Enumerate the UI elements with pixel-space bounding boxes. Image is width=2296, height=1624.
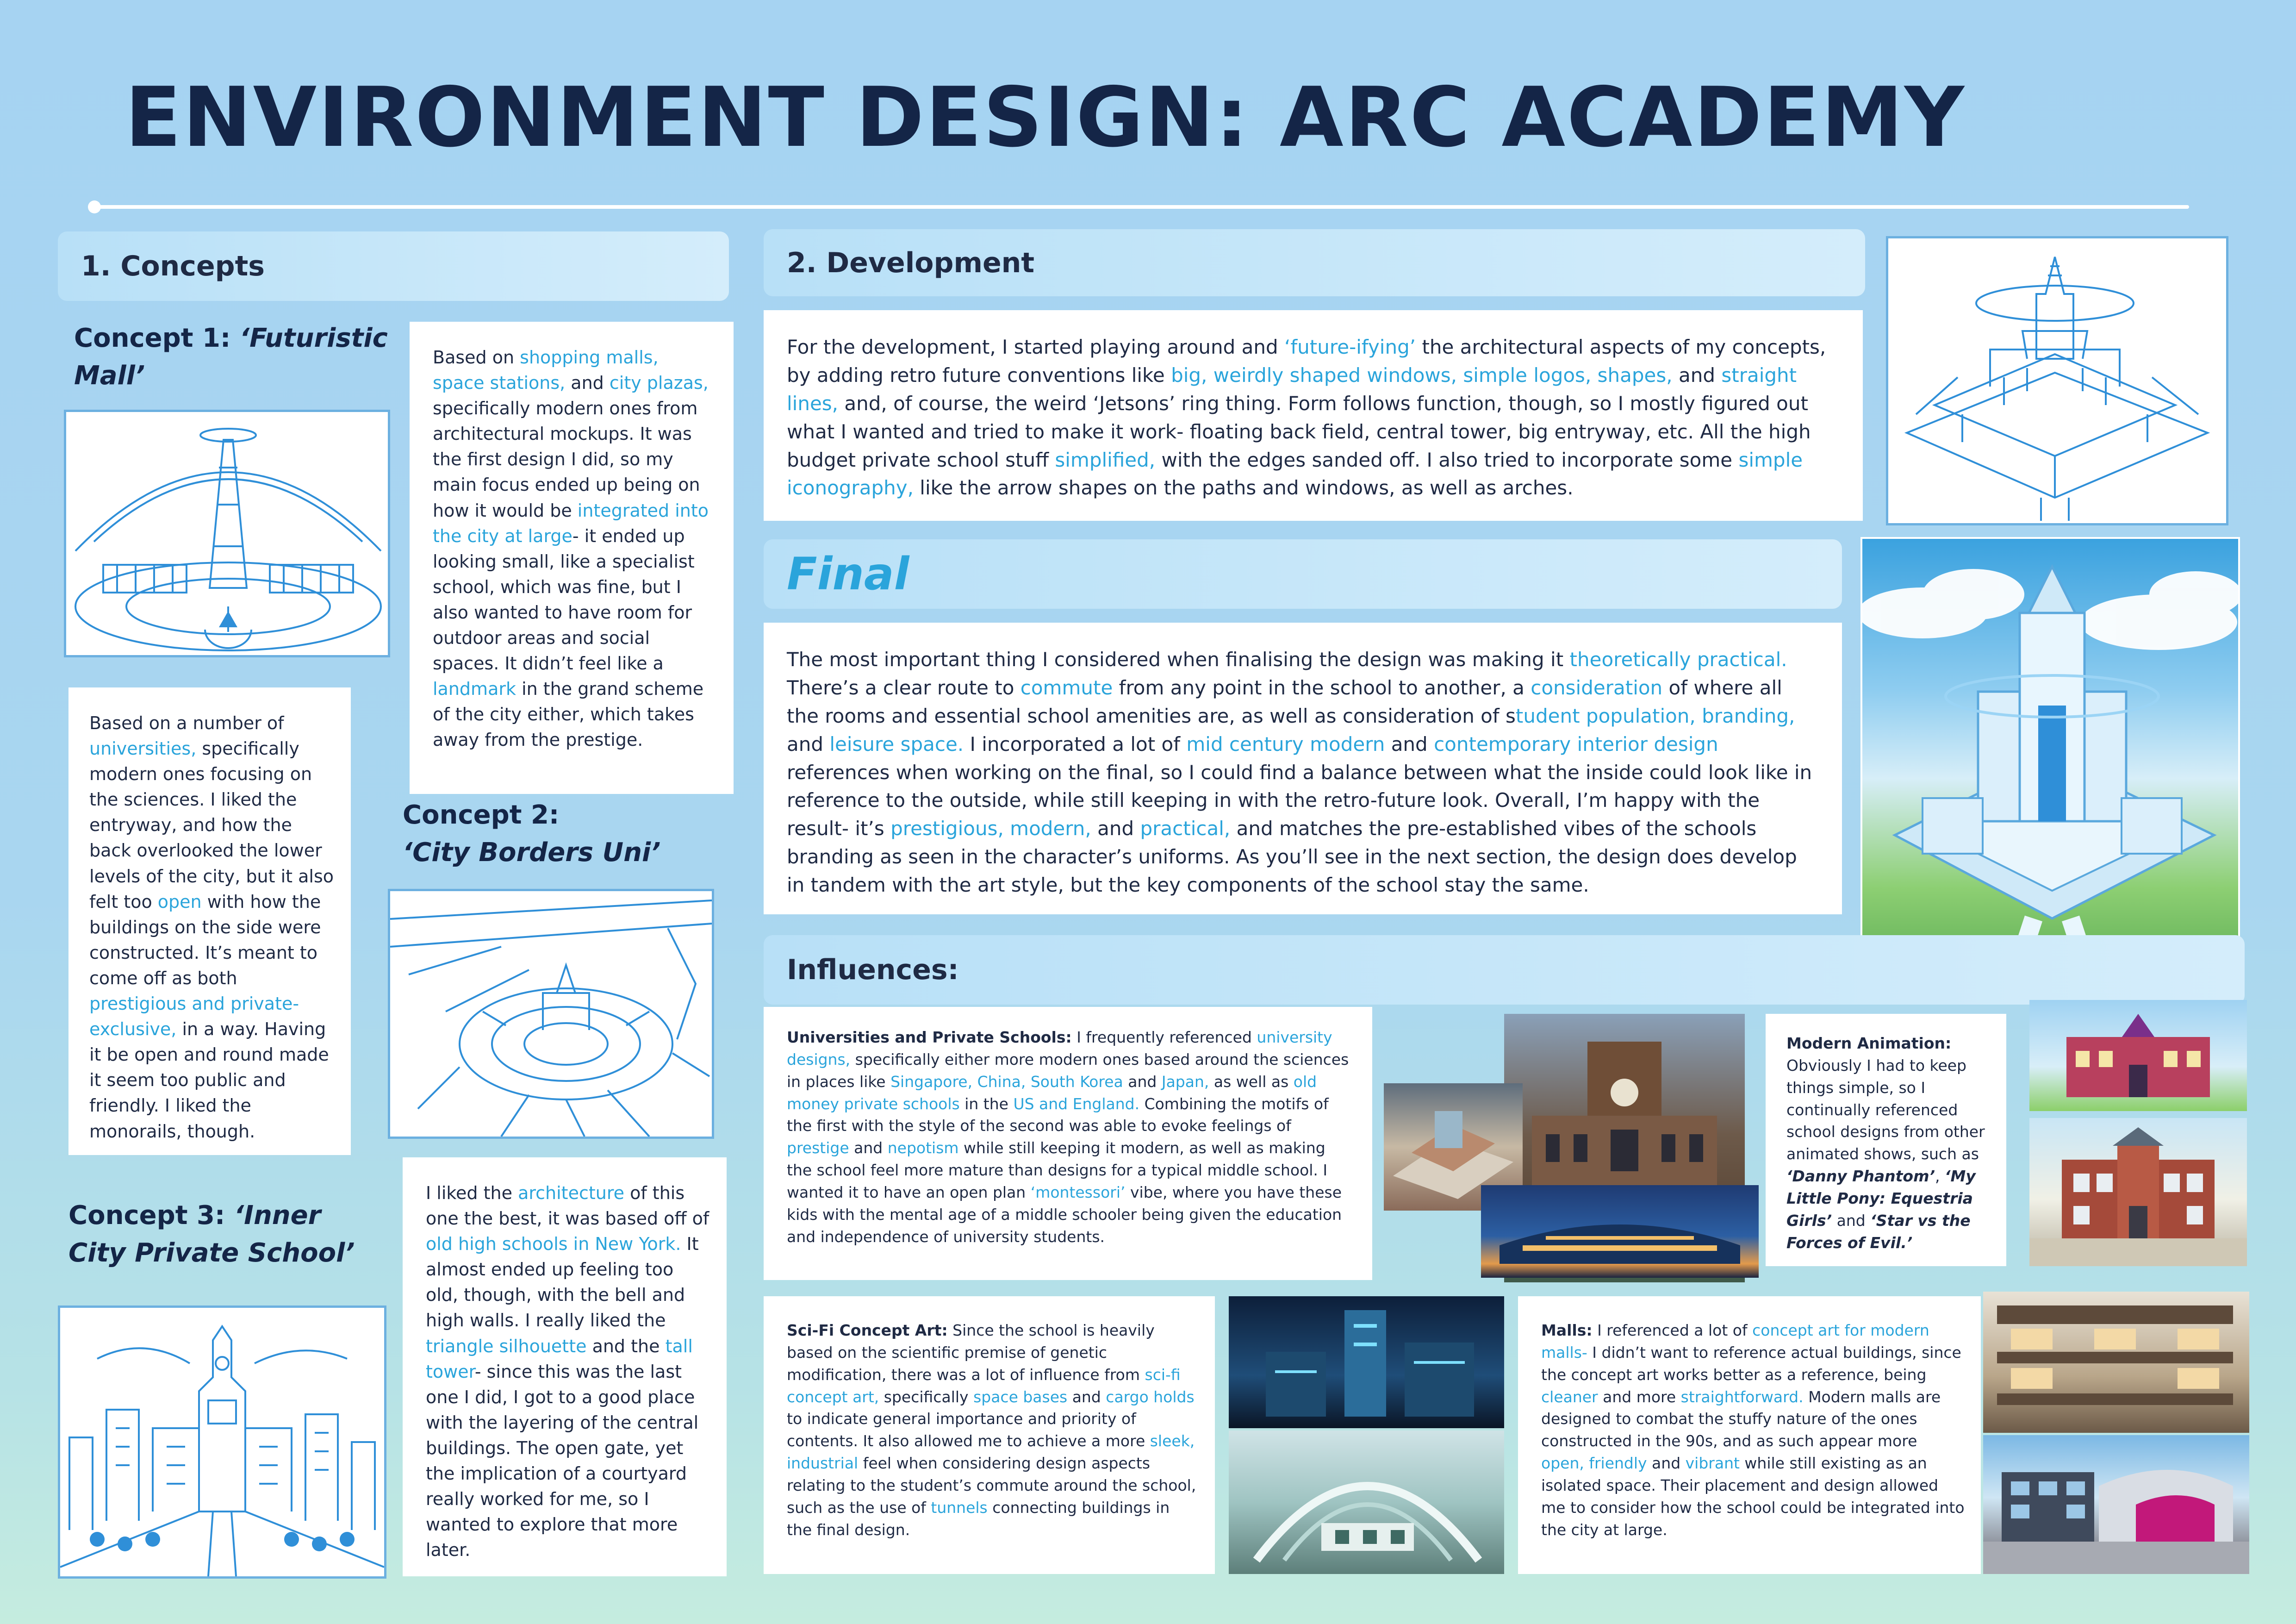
text-run: The most important thing I considered when finalising the design was making it — [787, 648, 1570, 671]
text-run: , — [1935, 1167, 1945, 1186]
highlight-text: university designs, — [787, 1028, 1332, 1068]
title-divider — [93, 205, 2189, 209]
development-description — [764, 310, 1863, 521]
text-run: For the development, I started playing around and — [787, 336, 1285, 358]
highlight-text: cleaner — [1541, 1387, 1598, 1406]
highlight-text: prestige — [787, 1139, 849, 1157]
text-run: - since this was the last one I did, I got to a good place with the layering of the central buildings. The open gate, yet the implication of a courtyard really worked for me, so I wanted to explore that more later. — [426, 1361, 699, 1561]
final-header-label: Final — [787, 548, 909, 600]
development-sketch — [1886, 236, 2228, 525]
text-run: There’s a clear route to — [787, 676, 1020, 699]
highlight-text: ‘montessori’ — [1030, 1183, 1126, 1201]
text-run: and — [849, 1139, 888, 1157]
concept-3-sketch — [58, 1305, 386, 1579]
concept-1-title-name: ‘Futuristic Mall’ — [74, 323, 388, 391]
text-run: It almost ended up feeling too old, though, with the bell and high walls. I really liked the — [426, 1234, 699, 1331]
highlight-text: universities, — [89, 738, 197, 759]
text-run: Based on a number of — [89, 713, 284, 733]
text-run: I referenced a lot of — [1592, 1321, 1753, 1339]
highlight-text: old money private schools — [787, 1072, 1317, 1113]
influence-university-photo-night — [1481, 1185, 1759, 1278]
highlight-text: open — [157, 891, 202, 912]
text-run: as well as — [1209, 1072, 1294, 1091]
highlight-text: straightforward. — [1680, 1387, 1804, 1406]
concept-1-title-prefix: Concept 1: — [74, 323, 240, 353]
highlight-text: city plazas, — [609, 373, 709, 394]
concepts-header — [58, 231, 729, 301]
development-header-label: 2. Development — [787, 246, 1035, 279]
cargo-hold-art — [1229, 1430, 1504, 1574]
space-base-art — [1229, 1296, 1504, 1428]
highlight-text: practical, — [1140, 817, 1231, 840]
influence-animation-photo-1 — [2029, 1000, 2247, 1111]
title-divider-dot — [88, 200, 101, 213]
influence-universities-card — [764, 1007, 1372, 1280]
text-run: from any point in the school to another, a — [1113, 676, 1531, 699]
highlight-text: shopping malls, space stations, — [433, 347, 659, 394]
influence-scifi-photo-1 — [1229, 1296, 1504, 1428]
final-render — [1860, 537, 2240, 977]
highlight-text: tunnels — [931, 1498, 988, 1517]
text-run: Obviously I had to keep things simple, so I continually referenced school designs from other animated shows, such as — [1786, 1056, 1985, 1163]
text-run: with how the buildings on the side were constructed. It’s meant to come off as both — [89, 891, 321, 988]
highlight-text: ‘future-ifying’ — [1284, 336, 1416, 358]
text-run: Since the school is heavily based on the scientific premise of genetic modification, there was a lot of influence from — [787, 1321, 1155, 1384]
concept-2-title — [403, 796, 699, 871]
text-run: in a way. Having it be open and round made it seem too public and friendly. I liked the monorails, though. — [89, 1019, 329, 1142]
text-run: and more — [1598, 1387, 1681, 1406]
text-run: and — [1647, 1454, 1686, 1473]
highlight-text: US and England. — [1013, 1094, 1140, 1113]
concept-3-title — [68, 1197, 383, 1272]
highlight-text: triangle silhouette — [426, 1336, 587, 1356]
text-run: and matches the pre-established vibes of the schools branding as seen in the character’s uniforms. As you’ll see in the next section, the design does develop in tandem with the art style, but the key components of the school stay the same. — [787, 817, 1797, 897]
text-run: I didn’t want to reference actual buildings, since the concept art works better as a reference, being — [1541, 1343, 1961, 1384]
concept-1-text — [433, 345, 715, 753]
highlight-text: Japan, — [1161, 1072, 1209, 1091]
highlight-text: architecture — [518, 1183, 625, 1203]
text-run: to indicate general importance and priority of contents. It also allowed me to achieve a more — [787, 1410, 1150, 1450]
text-run: Malls: — [1541, 1321, 1593, 1339]
highlight-text: integrated into the city at large — [433, 500, 709, 546]
highlight-text: nepotism — [887, 1139, 959, 1157]
influence-animation-text — [1786, 1032, 1992, 1254]
highlight-text: leisure space. — [829, 732, 964, 756]
concept-1-sketch — [64, 410, 390, 657]
development-header — [764, 229, 1865, 296]
final-text — [787, 646, 1819, 899]
highlight-text: Singapore, China, South Korea — [890, 1072, 1123, 1091]
text-run: I frequently referenced — [1071, 1028, 1257, 1046]
highlight-text: tall tower — [426, 1336, 693, 1382]
concepts-header-label: 1. Concepts — [81, 250, 265, 282]
highlight-text: contemporary interior design — [1434, 732, 1718, 756]
text-run: specifically modern ones focusing on the sciences. I liked the entryway, and how the back overlooked the lower levels of the city, but it also felt too — [89, 738, 334, 912]
development-school-sketch — [1888, 238, 2226, 523]
cartoon-school-2 — [2029, 1118, 2247, 1266]
text-run: and — [565, 373, 610, 394]
text-run: Modern malls are designed to combat the stuffy nature of the ones constructed in the 90s, and as such appear more — [1541, 1387, 1941, 1450]
text-run: and — [1832, 1211, 1871, 1230]
highlight-text: mid century modern — [1186, 732, 1385, 756]
text-run: while still existing as an isolated space. Their placement and design allowed me to consider how the school could be integrated into the city at large. — [1541, 1454, 1965, 1539]
modern-mall-exterior — [1983, 1435, 2249, 1574]
text-run: Modern Animation: — [1786, 1034, 1952, 1052]
text-run: while still keeping it modern, as well as making the school feel more mature than designs for a typical middle school. I wanted it to have an open plan — [787, 1139, 1328, 1201]
text-run: Based on — [433, 347, 520, 368]
text-run: ‘Danny Phantom’ — [1786, 1167, 1935, 1186]
development-text — [787, 333, 1840, 502]
city-borders-uni-sketch — [390, 891, 712, 1137]
text-run: and — [1123, 1072, 1162, 1091]
concept-2-text — [89, 711, 335, 1144]
highlight-text: cargo holds — [1106, 1387, 1195, 1406]
final-description — [764, 623, 1842, 914]
cartoon-school-1 — [2029, 1000, 2247, 1111]
text-run: Sci-Fi Concept Art: — [787, 1321, 948, 1339]
influence-malls-photo-2 — [1983, 1435, 2249, 1574]
highlight-text: old high schools in New York. — [426, 1234, 681, 1255]
text-run: of this one the best, it was based off of — [426, 1183, 709, 1229]
highlight-text: concept art for modern malls- — [1541, 1321, 1929, 1362]
text-run: like the arrow shapes on the paths and windows, as well as arches. — [913, 476, 1574, 500]
influence-malls-card — [1518, 1296, 1981, 1574]
text-run: in the — [959, 1094, 1014, 1113]
concept-3-text — [426, 1181, 710, 1563]
text-run: and, of course, the weird ‘Jetsons’ ring thing. Form follows function, though, so I mostly figured out what I wanted and tried to make it work- floating back field, central tower, big entryway, etc. All the high budget private school stuff — [787, 392, 1811, 471]
influence-malls-photo-1 — [1983, 1292, 2249, 1433]
influences-header — [764, 935, 2245, 1005]
text-run: specifically either more modern ones based around the sciences in places like — [787, 1050, 1349, 1091]
highlight-text: straight lines, — [787, 363, 1797, 415]
text-run: and — [787, 732, 830, 756]
text-run: Combining the motifs of the first with the style of the second was able to evoke feelings of — [787, 1094, 1329, 1135]
text-run: and — [1067, 1387, 1106, 1406]
highlight-text: landmark — [433, 679, 516, 700]
concept-1-title — [74, 319, 389, 394]
inner-city-private-school-sketch — [60, 1308, 384, 1576]
text-run: and — [1385, 732, 1434, 756]
highlight-text: simplified, — [1055, 448, 1156, 471]
night-campus-photo — [1481, 1185, 1759, 1278]
highlight-text: sleek, industrial — [787, 1432, 1195, 1473]
highlight-text: theoretically practical. — [1569, 648, 1787, 671]
concept-3-description — [403, 1157, 727, 1576]
influence-scifi-text — [787, 1319, 1199, 1541]
influence-scifi-photo-2 — [1229, 1430, 1504, 1574]
highlight-text: simple iconography, — [787, 448, 1803, 500]
concept-2-sketch — [388, 889, 714, 1139]
text-run: the architectural aspects of my concepts, by adding retro future conventions like — [787, 336, 1826, 387]
text-run: and the — [586, 1336, 666, 1356]
text-run: specifically modern ones from architectural mockups. It was the first design I did, so my main focus ended up being on how it would be — [433, 398, 700, 521]
text-run: of where all the rooms and essential school amenities are, as well as consideration of s — [787, 676, 1782, 727]
highlight-text: commute — [1020, 676, 1113, 699]
final-school-illustration — [1862, 539, 2238, 975]
text-run: ‘Star vs the Forces of Evil.’ — [1786, 1211, 1971, 1252]
text-run: in the grand scheme of the city either, which takes away from the prestige. — [433, 679, 704, 750]
highlight-text: prestigious and private-exclusive, — [89, 993, 299, 1040]
influence-universities-text — [787, 1026, 1354, 1248]
text-run: and — [1672, 363, 1722, 387]
influence-scifi-card — [764, 1296, 1215, 1574]
highlight-text: consideration — [1531, 676, 1663, 699]
concept-2-title-prefix: Concept 2: — [403, 800, 560, 830]
concept-3-title-name: ‘Inner City Private School’ — [68, 1200, 355, 1268]
highlight-text: tudent population, branding, — [1515, 704, 1795, 727]
influence-malls-text — [1541, 1319, 1965, 1541]
text-run: connecting buildings in the final design. — [787, 1498, 1170, 1539]
text-run: and — [1091, 817, 1140, 840]
concept-2-title-name: ‘City Borders Uni’ — [403, 837, 661, 868]
mall-interior-art — [1983, 1292, 2249, 1433]
text-run: I liked the — [426, 1183, 518, 1203]
text-run: feel when considering design aspects relating to the student’s commute around the school, such as the use of — [787, 1454, 1196, 1517]
highlight-text: big, weirdly shaped windows, simple logos, shapes, — [1171, 363, 1673, 387]
text-run: I incorporated a lot of — [964, 732, 1187, 756]
highlight-text: sci-fi concept art, — [787, 1365, 1181, 1406]
highlight-text: vibrant — [1685, 1454, 1740, 1473]
text-run: specifically — [879, 1387, 974, 1406]
concept-2-description — [68, 687, 351, 1155]
text-run: - it ended up looking small, like a specialist school, which was fine, but I also wanted to have room for outdoor areas and social spaces. It didn’t feel like a — [433, 525, 695, 674]
highlight-text: prestigious, modern, — [890, 817, 1091, 840]
text-run: ‘My Little Pony: Equestria Girls’ — [1786, 1167, 1976, 1230]
futuristic-mall-sketch — [66, 412, 388, 655]
text-run: vibe, where you have these kids with the mental age of a middle schooler being given the education and independence of university students. — [787, 1183, 1342, 1246]
highlight-text: space bases — [973, 1387, 1068, 1406]
text-run: references when working on the final, so I could find a balance between what the inside could look like in reference to the outside, while still keeping in with the retro-future look. Overall, I’m happy with the result- it’s — [787, 761, 1812, 840]
influence-animation-photo-2 — [2029, 1118, 2247, 1266]
text-run: Universities and Private Schools: — [787, 1028, 1072, 1046]
concept-1-description — [410, 322, 734, 794]
influences-header-label: Influences: — [787, 954, 959, 986]
text-run: with the edges sanded off. I also tried to incorporate some — [1155, 448, 1739, 471]
highlight-text: open, friendly — [1541, 1454, 1647, 1473]
influence-animation-card — [1766, 1014, 2006, 1266]
final-header — [764, 539, 1842, 609]
concept-3-title-prefix: Concept 3: — [68, 1200, 234, 1230]
page-title: ENVIRONMENT DESIGN: ARC ACADEMY — [125, 69, 1966, 165]
